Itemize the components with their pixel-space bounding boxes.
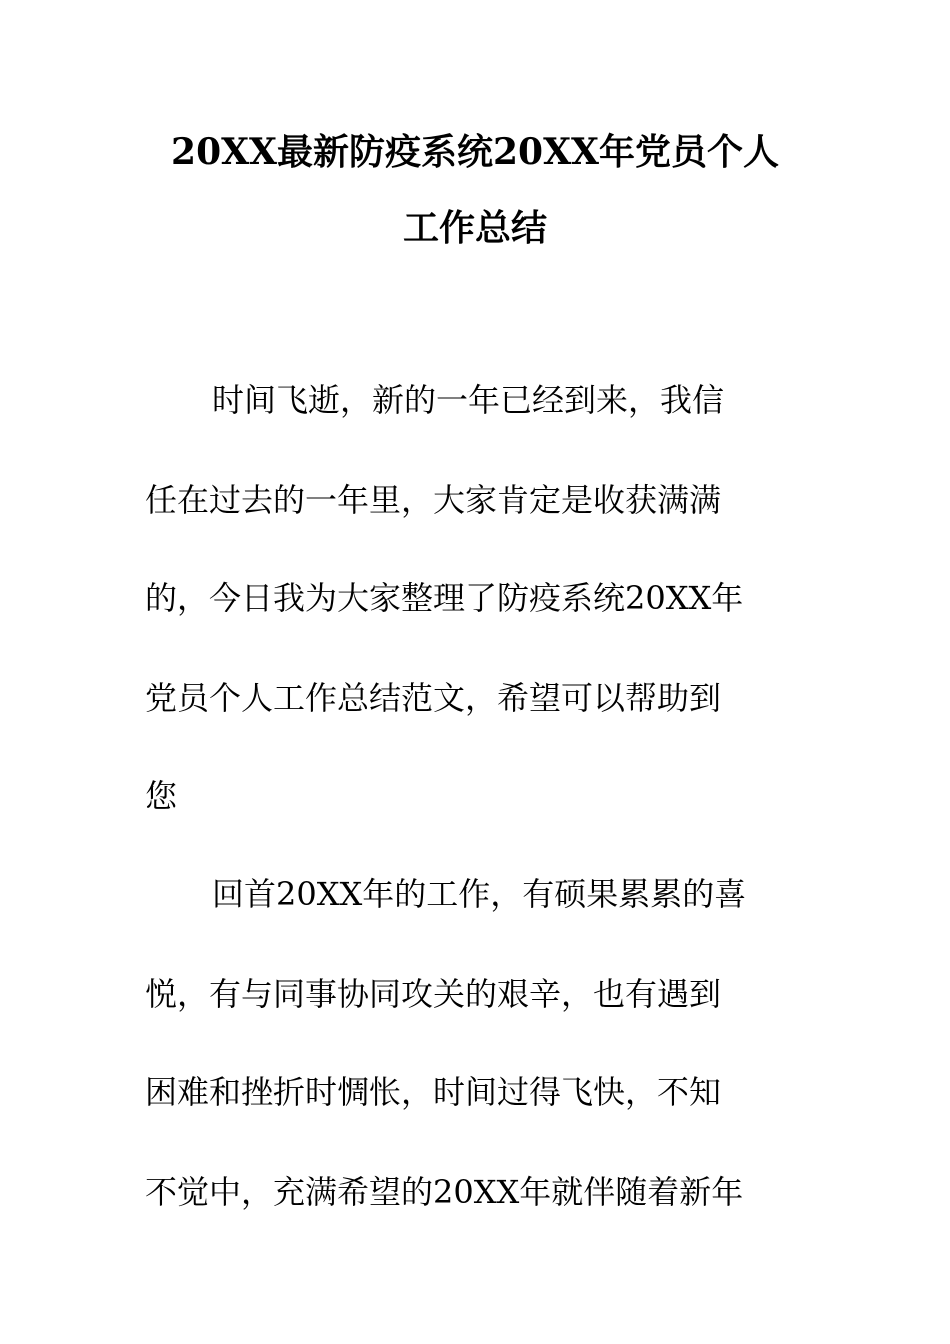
paragraph-line: 的，今日我为大家整理了防疫系统20XX年 bbox=[145, 579, 744, 617]
document-title-line-2: 工作总结 bbox=[402, 207, 547, 249]
paragraph-line: 困难和挫折时惆怅，时间过得飞快，不知 bbox=[145, 1073, 722, 1111]
paragraph-line: 任在过去的一年里，大家肯定是收获满满 bbox=[145, 481, 722, 519]
paragraph-line: 回首20XX年的工作，有硕果累累的喜 bbox=[212, 875, 747, 913]
paragraph-line: 时间飞逝，新的一年已经到来，我信 bbox=[212, 381, 725, 419]
document-title-line-1: 20XX最新防疫系统20XX年党员个人 bbox=[171, 131, 779, 173]
paragraph-line: 悦，有与同事协同攻关的艰辛，也有遇到 bbox=[145, 975, 722, 1013]
paragraph-line: 不觉中，充满希望的20XX年就伴随着新年 bbox=[145, 1173, 744, 1211]
paragraph-line: 党员个人工作总结范文，希望可以帮助到 bbox=[145, 679, 722, 717]
paragraph-line: 您 bbox=[145, 777, 178, 815]
